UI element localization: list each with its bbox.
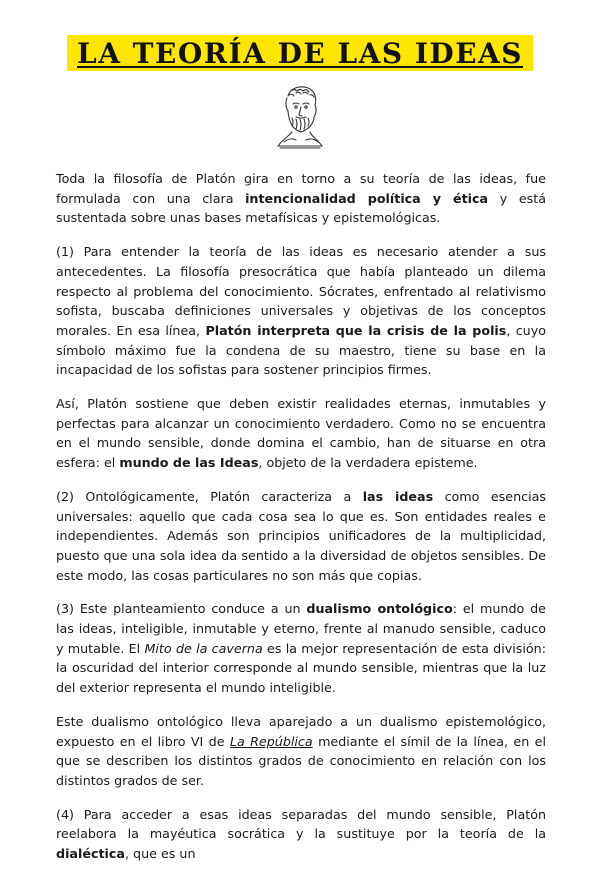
title-container [0, 35, 600, 71]
document-body [56, 169, 546, 878]
paragraph-antecedents: (1) Para entender la teoría de las ideas es necesario atender a sus antecedentes. La filosofía presocrática que había planteado un dilema respecto al problema del conocimiento. Sócrates, enfrentado al relativismo sofista, buscaba definiciones universales y objetivas de los conceptos morales. En esa línea, Platón interpreta que la crisis de la polis, cuyo símbolo máximo fue la condena de su maestro, tiene su base en la incapacidad de los sofistas para sostener principios firmes. [56, 244, 546, 378]
paragraph-mundo-ideas: Así, Platón sostiene que deben existir realidades eternas, inmutables y perfectas para alcanzar un conocimiento verdadero. Como no se encuentra en el mundo sensible, donde domina el cambio, han de situarse en otra esfera: el mundo de las Ideas, objeto de la verdadera episteme. [56, 396, 546, 471]
paragraph-dualism: (3) Este planteamiento conduce a un dualismo ontológico: el mundo de las ideas, inteligible, inmutable y eterno, frente al manudo sensible, caduco y mutable. El Mito de la caverna es la mejor representación de esta división: la oscuridad del interior corresponde al mundo sensible, mientras que la luz del exterior representa el mundo inteligible. [56, 601, 546, 696]
paragraph-intro: Toda la filosofía de Platón gira en torno a su teoría de las ideas, fue formulada con una clara intencionalidad política y ética y está sustentada sobre unas bases metafísicas y epistemológicas. [56, 171, 546, 226]
paragraph-ontology: (2) Ontológicamente, Platón caracteriza a las ideas como esencias universales: aquello que cada cosa sea lo que es. Son entidades reales e independientes. Además son principios unificadores de la multiplicidad, puesto que una sola idea da sentido a la diversidad de objetos sensibles. De este modo, las cosas particulares no son más que copias. [56, 488, 547, 583]
plato-portrait-icon [270, 82, 330, 154]
paragraph-epistemology: Este dualismo ontológico lleva aparejado a un dualismo epistemológico, expuesto en el libro VI de La República mediante el símil de la línea, en el que se describen los distintos grados de conocimiento en relación con los distintos grados de ser. [56, 713, 546, 788]
paragraph-dialectic: (4) Para acceder a esas ideas separadas del mundo sensible, Platón reelabora la mayéutica socrática y la sustituye por la teoría de la dialéctica, que es un [56, 806, 546, 862]
page-title: LA TEORÍA DE LAS IDEAS [67, 35, 533, 71]
